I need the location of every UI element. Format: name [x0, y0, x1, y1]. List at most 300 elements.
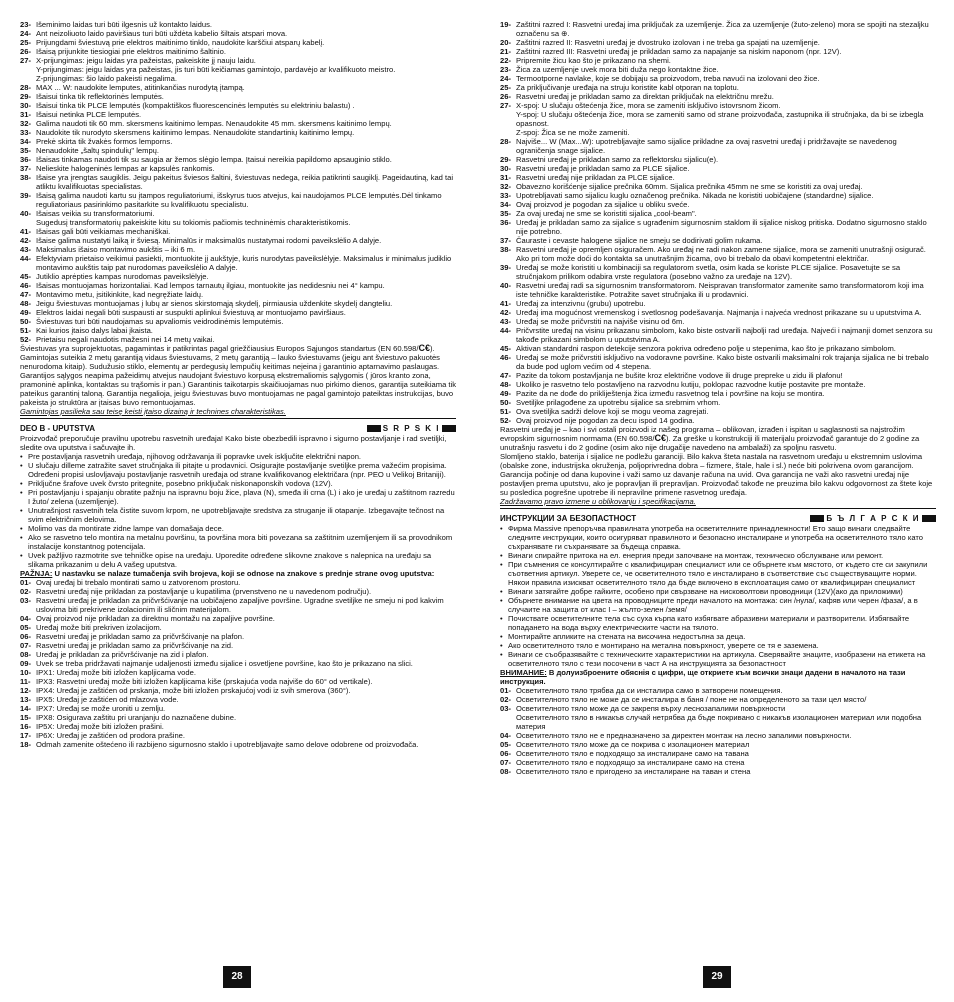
- list-item: [500, 200, 936, 209]
- bullet-icon: •: [500, 632, 503, 641]
- list-item: [20, 299, 456, 308]
- bullet-text: Винаги спирайте притока на ел. енергия преди започване на монтаж, техническо обслужване или ремонт.: [508, 551, 884, 560]
- item-text: Осветителното тяло може да се покрива с изолационен материал: [516, 740, 750, 749]
- warning-label: ВНИМАНИЕ:: [500, 668, 547, 677]
- item-text: IPX4: Uređaj je zaštićen od prskanja, može biti izložen prskajućoj vodi iz svih smerova (360°).: [36, 686, 351, 695]
- item-number: 02-: [20, 587, 31, 596]
- item-text: Осветителното тяло е пригодено за инсталиране на таван и стена: [516, 767, 751, 776]
- item-text: Ovaj proizvod je pogodan za sijalice u obliku sveće.: [516, 200, 690, 209]
- divider: [20, 418, 456, 419]
- item-text: Jeigu šviestuvas montuojamas į lubų ar sienos skirstomąją skydelį, pirmiausia uždenkite skydelį dangteliu.: [36, 299, 393, 308]
- item-text: Termootporne navlake, koje se dobijaju sa proizvodom, treba navući na izolovani deo žice.: [516, 74, 820, 83]
- item-text: Осветителното тяло не може да се инсталира в баня / поне не на определеното за тази цел място/: [516, 695, 867, 704]
- item-number: 08-: [20, 650, 31, 659]
- bullet-text: Обърнете внимание на цвета на проводниците преди началото на монтажа: син /нула/, кафяв или черен /фаза/, а в случаите на защита от клас I – жълто-зелен /земя/: [508, 596, 918, 614]
- item-text: Pazite da tokom postavljanja ne bušite kroz električne vodove ili druge prepreke u zidu ili plafonu!: [516, 371, 843, 380]
- item-number: 25-: [20, 38, 31, 47]
- section-title: ИНСТРУКЦИИ ЗА БЕЗОПАСТНОСТ: [500, 514, 637, 523]
- item-number: 27-: [500, 101, 511, 110]
- item-number: 23-: [500, 65, 511, 74]
- bullet-item: [20, 524, 456, 533]
- list-item: [500, 209, 936, 218]
- item-number: 18-: [20, 740, 31, 749]
- item-text: Jutiklio aprėpties kampas nurodomas paveikslėlyje.: [36, 272, 209, 281]
- item-number: 03-: [500, 704, 511, 713]
- item-number: 37-: [500, 236, 511, 245]
- list-item: [20, 29, 456, 38]
- list-item: [500, 344, 936, 353]
- item-text: Išaisą galima naudoti kartu su įtampos reguliatoriumi, išskyrus tuos atvejus, kai naudojamos PLCE lemputės.Dėl tinkamo reguliatoriaus pasirinkimo pasitarkite su kvalifikuotu specialistu.: [36, 191, 442, 209]
- item-text: Prietaisu negali naudotis mažesni nei 14 metų vaikai.: [36, 335, 215, 344]
- item-number: 52-: [20, 335, 31, 344]
- item-number: 38-: [500, 245, 511, 254]
- item-text: Zaštitni razred II: Rasvetni uređaj je dvostruko izolovan i ne treba ga spajati na uzemljenje.: [516, 38, 820, 47]
- list-item: [500, 218, 936, 236]
- item-number: 05-: [20, 623, 31, 632]
- list-item: [20, 335, 456, 344]
- bullet-text: Ако осветителното тяло е монтирано на метална повърхност, уверете се тя е заземена.: [508, 641, 819, 650]
- item-text: Išaisas montuojamas horizontaliai. Kad lempos tarnautų ilgiau, montuokite jas nedidesniu nei 4° kampu.: [36, 281, 385, 290]
- item-number: 20-: [500, 38, 511, 47]
- item-number: 01-: [20, 578, 31, 587]
- item-text: Ovaj proizvod nije pogodan za decu ispod 14 godina.: [516, 416, 695, 425]
- list-item: [500, 317, 936, 326]
- item-number: 33-: [500, 191, 511, 200]
- header-bar-right: [442, 425, 456, 432]
- item-number: 47-: [500, 371, 511, 380]
- bullet-text: Фирма Massive препоръчва правилната употреба на осветителните принадлежности! Ето защо винаги следвайте следните инструкции, които осигуряват правилното и безопасно инсталиране и употреба на осветителното тяло като съхранявате ги съхранявате за бъдеща справка.: [508, 524, 923, 551]
- item-number: 45-: [20, 272, 31, 281]
- list-item: [20, 254, 456, 272]
- item-text: IPX3: Rasvetni uređaj može biti izložen kapljicama kiše (prskajuća voda najviše do 60° od vertikale).: [36, 677, 373, 686]
- bullet-icon: •: [500, 560, 503, 569]
- bullet-icon: •: [500, 551, 503, 560]
- bullet-text: При съмнения се консултирайте с квалифициран специалист или се обърнете към мястото, от където сте си закупили съответния артикул. Уверете се, че осветителното тяло е инсталирано в съответствие със съществуващите норми. Някои правила изискват осветителното тяло да бъде включено в експлоатация само от квалифициран специалист: [508, 560, 928, 587]
- item-text: Rasvetni uređaj nije prikladan za PLCE sijalice.: [516, 173, 675, 182]
- list-item: [20, 191, 456, 209]
- list-item: [500, 695, 936, 704]
- item-text: Ukoliko je rasvetno telo postavljeno na razvodnu kutiju, poklopac razvodne kutije postavite pre montaže.: [516, 380, 866, 389]
- bullet-icon: •: [20, 452, 23, 461]
- item-number: 39-: [20, 191, 31, 200]
- item-text: Upotrebljavati samo sijalicu kuglu označenog prečnika. Nikada ne koristiti uobičajene (standardne) sijalice.: [516, 191, 874, 200]
- list-item: [20, 623, 456, 632]
- list-item: [20, 677, 456, 686]
- bullet-text: Uvek pažljivo razmotrite sve tehničke opise na uređaju. Uporedite određene slikovne znakove s nalepnica na uređaju sa slikama prikazanim u delu A vašeg uputstva.: [28, 551, 432, 569]
- list-item: [20, 686, 456, 695]
- list-item: [20, 317, 456, 326]
- item-number: 07-: [500, 758, 511, 767]
- list-item: [500, 758, 936, 767]
- item-text: MAX ... W: naudokite lemputes, atitinkančias nurodytą įtampą.: [36, 83, 245, 92]
- list-item: [500, 137, 936, 155]
- language-label: S R P S K I: [382, 424, 440, 433]
- item-number: 06-: [20, 632, 31, 641]
- list-item: [20, 128, 456, 137]
- list-item: [500, 326, 936, 344]
- item-number: 16-: [20, 722, 31, 731]
- header-bar-left: [810, 515, 824, 522]
- item-text: Pazite da ne dođe do prikliještenja žica između rasvetnog tela i površine na koju se montira.: [516, 389, 825, 398]
- warranty-text-part2: ). Gamintojas suteikia 2 metų garantiją vidaus šviestuvams, 2 metų garantiją – lauko šviestuvams (jeigu ant šviestuvo pakuotės nenurodoma kitaip). Sudužusio stiklo, elementų ar perdegusių lempučių keitimas neįeina į garantinio aptarnavimo paslaugas. Garantijos sąlygos neapima pažeidimų atvejus naudojant šviestuvo korpusą ekstremaliomis sąlygomis ( jūros kranto zona, pramoninė aplinka, kontaktas su trąšomis ir pan.) Garantinis taikotarpis skaičiuojamas nuo pirkimo dienos, garantija suteikiama tik pateikus garantinį taloną. Garantija negalioja, jeigu šviestuvas buvo montuojamas ne pagal gamintojo pateiktas instrukcijas, buvo pakeista jo struktūra ar įtaisas buvo remontuojamas.: [20, 344, 456, 407]
- item-text: Rasvetni uređaj je prikladan samo za direktan priključak na električnu mrežu.: [516, 92, 774, 101]
- item-number: 26-: [20, 47, 31, 56]
- list-item: [500, 416, 936, 425]
- bullet-text: Винаги се съобразявайте с техническите характеристики на артикула. Сверявайте знаците, изобразени на етикета на осветителното тяло с тези посочени в част А на инструкцията за безопастност: [508, 650, 926, 668]
- item-number: 17-: [20, 731, 31, 740]
- item-text: Išaisui tinka tik PLCE lemputės (kompaktiškos fluorescencinės lemputės su elektriniu balastu) .: [36, 101, 355, 110]
- serbian-bullet-list: [20, 452, 456, 569]
- item-number: 24-: [500, 74, 511, 83]
- item-text: IP6X: Uređaj je zaštićen od prodora prašine.: [36, 731, 186, 740]
- item-text: Šviestuvas turi būti naudojamas su apvaliomis veidrodinėmis lemputėmis.: [36, 317, 284, 326]
- item-number: 36-: [20, 155, 31, 164]
- item-text: Rasvetni uređaj nije prikladan za postavljanje u kupatilima (prvenstveno ne u navedenom području).: [36, 587, 372, 596]
- bullet-item: [20, 506, 456, 524]
- bullet-icon: •: [20, 479, 23, 488]
- item-text: Uređaj je prikladan za pričvršćivanje na zid i plafon.: [36, 650, 209, 659]
- item-text: Odmah zamenite oštećeno ili razbijeno sigurnosno staklo i upotrebljavajte samo delove odobrene od proizvođača.: [36, 740, 419, 749]
- bullet-text: Molimo vas da montirate zidne lampe van domašaja dece.: [28, 524, 224, 533]
- item-text: Rasvetni uređaj je prikladan samo za pričvršćivanje na plafon.: [36, 632, 245, 641]
- list-item: [500, 155, 936, 164]
- list-item: [500, 731, 936, 740]
- bullet-icon: •: [20, 524, 23, 533]
- item-text: Осветителното тяло е подходящо за инсталиране само на стена: [516, 758, 745, 767]
- item-number: 15-: [20, 713, 31, 722]
- serbian-warranty-paragraph: [500, 425, 936, 452]
- item-text: Rasvetni uređaj radi sa sigurnosnim transformatorom. Neispravan transformator zamenite samo transformatorom koji ima iste tehničke karakteristike. Potražite savet stručnjaka ili u prodavnici.: [516, 281, 924, 299]
- item-text: Ova svetiljka sadrži delove koji se mogu veoma zagrejati.: [516, 407, 709, 416]
- bulgarian-section-header: [500, 514, 936, 523]
- bullet-text: Почиствате осветителните тела със суха кърпа като избягвате абразивни материали и разтворители. Избягвайте попадането на вода върху електрическите части на тялото.: [508, 614, 910, 632]
- list-item: [500, 173, 936, 182]
- item-text: Uređaj se može pričvrstiti isključivo na vodoravne površine. Kako biste ostvarili maksimalni rok trajanja sijalica ne bi trebalo da bude pod uglom većim od 4 stepena.: [516, 353, 929, 371]
- list-item: [500, 164, 936, 173]
- item-number: 52-: [500, 416, 511, 425]
- item-text: IPX1: Uređaj može biti izložen kapljicama vode.: [36, 668, 196, 677]
- item-text: Осветителното тяло не е предназначено за директен монтаж на лесно запалими повърхности.: [516, 731, 852, 740]
- right-page: [500, 20, 936, 776]
- bullet-item: [500, 650, 936, 668]
- bulgarian-bullet-list: [500, 524, 936, 668]
- list-item: [20, 119, 456, 128]
- item-number: 33-: [20, 128, 31, 137]
- item-number: 47-: [20, 290, 31, 299]
- list-item: [20, 668, 456, 677]
- list-item: [500, 38, 936, 47]
- item-number: 28-: [20, 83, 31, 92]
- list-item: [20, 308, 456, 317]
- bullet-item: [500, 524, 936, 551]
- item-text: Aktivan standardni raspon detekcije senzora pokriva određeno polje u stepenima, kao što je prikazano simbolom.: [516, 344, 896, 353]
- bullet-icon: •: [20, 488, 23, 497]
- list-item: [20, 83, 456, 92]
- bullet-text: Pri postavljanju i spajanju obratite pažnju na ispravnu boju žice, plava (N), smeđa ili crna (L) i ako je uređaj u zaštitnom razredu I žuto/ zelena (uzemljenje).: [28, 488, 455, 506]
- item-text: Rasvetni uređaj je opremljen osiguračem. Ako uređaj ne radi nakon zamene sijalice, mora se zameniti unutrašnji osigurač. Ako pri tom može doći do kontakta sa unutrašnjim žicama, ovo bi trebalo da obavi kompetentni električar.: [516, 245, 926, 263]
- list-item: [20, 92, 456, 101]
- list-item: [500, 380, 936, 389]
- item-number: 13-: [20, 695, 31, 704]
- item-number: 40-: [500, 281, 511, 290]
- bullet-icon: •: [20, 506, 23, 515]
- item-text: Uređaj se može koristiti u kombinaciji sa regulatorom svetla, osim kada se koriste PLCE sijalice. Posavetujte se sa stručnjakom prilikom odabira vrste regulatora (posebno važno za uređaje na 12V).: [516, 263, 901, 281]
- item-number: 41-: [20, 227, 31, 236]
- header-bar-right: [922, 515, 936, 522]
- list-item: [20, 173, 456, 191]
- warning-label: PAŽNJA:: [20, 569, 53, 578]
- list-item: [500, 767, 936, 776]
- page-number-left: 28: [223, 966, 251, 988]
- bulgarian-items-list: [500, 686, 936, 776]
- item-text: IPX5: Uređaj je zaštićen od mlazova vode.: [36, 695, 179, 704]
- ce-mark-icon: C€: [418, 343, 430, 353]
- list-item: [20, 245, 456, 254]
- item-number: 42-: [20, 236, 31, 245]
- item-text: Išaisui tinka tik reflektorinės lemputės.: [36, 92, 164, 101]
- item-text: IPX8: Osigurava zaštitu pri uranjanju do naznačene dubine.: [36, 713, 237, 722]
- bullet-item: [20, 533, 456, 551]
- warranty-text-part1: Rasvetni uređaj je – kao i svi ostali proizvodi iz našeg programa – oblikovan, izrađen i ispitan u saglasnosti sa najstrožim evropskim sigurnosnim normama (EN 60.598/: [500, 425, 905, 443]
- item-number: 08-: [500, 767, 511, 776]
- list-item: [500, 263, 936, 281]
- list-item: [20, 641, 456, 650]
- item-number: 43-: [20, 245, 31, 254]
- bullet-text: Монтирайте апликите на стената на височина недостъпна за деца.: [508, 632, 746, 641]
- bullet-icon: •: [500, 614, 503, 623]
- bullet-text: Unutrašnjost rasvetnih tela čistite suvom krpom, ne upotrebljavajte sredstva za struganje ili otapanje. Izbegavajte tečnost na svim električnim delovima.: [28, 506, 445, 524]
- list-item: [20, 236, 456, 245]
- item-number: 28-: [500, 137, 511, 146]
- list-item: [20, 326, 456, 335]
- item-number: 21-: [500, 47, 511, 56]
- bullet-text: Pre postavljanja rasvetnih uređaja, njihovog održavanja ili popravke uvek isključite električni napon.: [28, 452, 362, 461]
- bullet-text: Priključne šrafove uvek čvrsto pritegnite, posebno priključak niskonaponskih vodova (12V).: [28, 479, 333, 488]
- item-number: 49-: [20, 308, 31, 317]
- item-number: 51-: [20, 326, 31, 335]
- item-text: Išaisas veikia su transformatoriumi. Sugedusį transformatorių pakeiskite kitu su tokiomis pačiomis techninėmis charakteristikomis.: [36, 209, 351, 227]
- list-item: [500, 92, 936, 101]
- bullet-icon: •: [500, 650, 503, 659]
- bulgarian-warning: [500, 668, 936, 686]
- item-number: 39-: [500, 263, 511, 272]
- serbian-items-list: [20, 578, 456, 749]
- header-bar-left: [367, 425, 381, 432]
- ce-mark-icon: C€: [654, 433, 666, 443]
- bullet-icon: •: [20, 551, 23, 560]
- list-item: [500, 182, 936, 191]
- list-item: [20, 632, 456, 641]
- item-text: Uređaj za intenzivnu (grubu) upotrebu.: [516, 299, 646, 308]
- item-text: Rasvetni uređaj je prikladan za pričvršćivanje na uobičajeno zapaljive površine. Ugradne svetiljke ne smeju ni pod kakvim uslovima biti prekrivene izolacionim ili sličnim materijalom.: [36, 596, 444, 614]
- item-number: 12-: [20, 686, 31, 695]
- item-number: 34-: [20, 137, 31, 146]
- item-text: Efektyviam prietaiso veikimui pasiekti, montuokite jį aukštyje, kuris nurodytas paveikslėlyje. Maksimalus ir minimalus judiklio montavimo aukštis taip pat nurodomas paveikslėlio A dalyje.: [36, 254, 452, 272]
- item-text: Išaisą prijunkite tiesiogiai prie elektros maitinimo šaltinio.: [36, 47, 226, 56]
- item-text: Svetiljke prilagođene za upotrebu sijalice sa srebrnim vrhom.: [516, 398, 721, 407]
- item-number: 40-: [20, 209, 31, 218]
- list-item: [20, 578, 456, 587]
- item-number: 29-: [500, 155, 511, 164]
- list-item: [20, 695, 456, 704]
- list-item: [20, 614, 456, 623]
- bullet-text: Ako se rasvetno telo montira na metalnu površinu, ta površina mora biti povezana sa zaštitnim uzemljenjem ili sa provodnikom instalacije konstantnog potencijala.: [28, 533, 453, 551]
- divider: [500, 508, 936, 509]
- list-item: [500, 308, 936, 317]
- list-item: [20, 650, 456, 659]
- item-text: Осветителното тяло може да се закрепя върху леснозапалими повърхности Осветителното тяло в никакъв случай нетрябва да бъде покривано с никакъв изолационен материал или подобна материя: [516, 704, 922, 731]
- item-text: Nelieskite halogeninės lempas ar kapsulės rankomis.: [36, 164, 215, 173]
- list-item: [500, 740, 936, 749]
- item-text: Осветителното тяло е подходящо за инсталиране само на тавана: [516, 749, 749, 758]
- item-number: 36-: [500, 218, 511, 227]
- item-number: 42-: [500, 308, 511, 317]
- item-number: 51-: [500, 407, 511, 416]
- language-label: Б Ъ Л Г А Р С К И: [826, 514, 920, 523]
- list-item: [20, 587, 456, 596]
- item-text: X-prijungimas: jeigu laidas yra pažeistas, pakeiskite jį nauju laidu. Y-prijungimas: jeigu laidas yra pažeistas, jis turi būti keičiamas gamintojo, pardavėjo ar kvalifikuoto meistro. Z-prijungimas: šio laido pakeisti negalima.: [36, 56, 396, 83]
- list-item: [20, 20, 456, 29]
- list-item: [20, 713, 456, 722]
- item-text: Pripremite žicu kao što je prikazano na shemi.: [516, 56, 671, 65]
- list-item: [20, 281, 456, 290]
- item-number: 32-: [20, 119, 31, 128]
- list-item: [500, 56, 936, 65]
- list-item: [500, 83, 936, 92]
- item-number: 06-: [500, 749, 511, 758]
- warranty-text-part2: ). Za greške u konstrukciji ili materijalu proizvođač garantuje do 2 godine za unutrašnju rasvetu i do 2 godine (osim ako nije drugačije navedeno na ambalaži) za spoljnu rasvetu.: [500, 434, 920, 452]
- item-text: Zaštitni razred III: Rasvetni uređaj je prikladan samo za napajanje sa niskim naponom (npr. 12V).: [516, 47, 842, 56]
- item-text: X-spoj: U slučaju oštećenja žice, mora se zameniti isključivo istovrsnom žicom. Y-spoj: U slučaju oštećenja žice, mora se zameniti samo od strane proizvođača, zastupnika ili stručnjaka, da bi se izbegla opasnost. Z-spoj: Žica se ne može zameniti.: [516, 101, 924, 137]
- item-number: 09-: [20, 659, 31, 668]
- item-text: IP5X: Uređaj može biti izložen prašini.: [36, 722, 164, 731]
- page-number-right: 29: [703, 966, 731, 988]
- item-number: 50-: [20, 317, 31, 326]
- item-number: 37-: [20, 164, 31, 173]
- bullet-icon: •: [500, 596, 503, 605]
- bullet-item: [20, 488, 456, 506]
- item-number: 03-: [20, 596, 31, 605]
- list-item: [500, 686, 936, 695]
- item-text: Осветителното тяло трябва да си инсталира само в затворени помещения.: [516, 686, 783, 695]
- item-text: Žica za uzemljenje uvek mora biti duža nego kontaktne žice.: [516, 65, 719, 74]
- item-text: Išeminimo laidas turi būti ilgesnis už kontakto laidus.: [36, 20, 213, 29]
- warranty-text-part1: Šviestuvas yra suprojektuotas, pagamintas ir patikrintas pagal griežčiausius Europos Sąjungos standartus (EN 60.598/: [20, 344, 419, 353]
- lithuanian-warranty-paragraph: [20, 344, 456, 407]
- item-number: 23-: [20, 20, 31, 29]
- list-item: [20, 227, 456, 236]
- warning-text: U nastavku se nalaze tumačenja svih brojeva, koji se odnose na znakove s prednje strane ovog uputstva:: [52, 569, 435, 578]
- item-text: Išaisas tinkamas naudoti tik su saugia ar žemos slėgio lempa. Įtaisui nereikia papildomo apsauginio stiklo.: [36, 155, 392, 164]
- item-number: 25-: [500, 83, 511, 92]
- item-text: Uređaj ima mogućnost vremenskog i svetlosnog podešavanja. Najmanja i najveća vrednost prikazane su u uputstvima A.: [516, 308, 922, 317]
- list-item: [20, 110, 456, 119]
- item-number: 38-: [20, 173, 31, 182]
- list-item: [500, 353, 936, 371]
- item-number: 50-: [500, 398, 511, 407]
- item-number: 48-: [20, 299, 31, 308]
- bullet-item: [500, 596, 936, 614]
- item-number: 35-: [20, 146, 31, 155]
- list-item: [500, 245, 936, 263]
- item-number: 49-: [500, 389, 511, 398]
- list-item: [500, 236, 936, 245]
- list-item: [20, 290, 456, 299]
- item-text: Prekė skirta tik žvakės formos lemporns.: [36, 137, 173, 146]
- item-text: Kai kurios įtaiso dalys labai įkaista.: [36, 326, 153, 335]
- serbian-note: Zadržavamo pravo izmene u oblikovanju i specifikacijama.: [500, 497, 696, 506]
- list-item: [500, 47, 936, 56]
- bullet-item: [500, 632, 936, 641]
- section-title: DEO B - UPUTSTVA: [20, 424, 95, 433]
- serbian-items-list-continued: [500, 20, 936, 425]
- item-text: Obavezno korišćenje sijalice prečnika 60mm. Sijalica prečnika 45mm ne sme se koristiti za ovaj uređaj.: [516, 182, 863, 191]
- item-number: 31-: [500, 173, 511, 182]
- bullet-item: [20, 461, 456, 479]
- list-item: [20, 740, 456, 749]
- bullet-icon: •: [500, 524, 503, 533]
- bullet-item: [20, 551, 456, 569]
- item-number: 11-: [20, 677, 31, 686]
- bullet-item: [500, 641, 936, 650]
- item-number: 46-: [20, 281, 31, 290]
- item-number: 35-: [500, 209, 511, 218]
- list-item: [500, 749, 936, 758]
- list-item: [20, 164, 456, 173]
- item-text: Uređaj se može pričvrstiti na najviše visinu od 6m.: [516, 317, 685, 326]
- item-text: Rasvetni uređaj je prikladan samo za pričvršćivanje na zid.: [36, 641, 234, 650]
- item-number: 04-: [500, 731, 511, 740]
- bullet-item: [500, 614, 936, 632]
- serbian-intro: Proizvođač preporučuje pravilnu upotrebu rasvetnih uređaja! Kako biste obezbedili ispravno i sigurno postavljanje i rad svetiljki, sledite ova uputstva i sačuvajte ih.: [20, 434, 447, 452]
- list-item: [20, 659, 456, 668]
- serbian-warning: [20, 569, 456, 578]
- bullet-item: [500, 587, 936, 596]
- list-item: [20, 56, 456, 83]
- item-number: 27-: [20, 56, 31, 65]
- item-text: Ant neizoliuoto laido paviršiaus turi būti uždėta kabelio šiltais atspari mova.: [36, 29, 288, 38]
- item-number: 04-: [20, 614, 31, 623]
- item-text: IPX7: Uređaj se može uroniti u zemlju.: [36, 704, 166, 713]
- item-number: 01-: [500, 686, 511, 695]
- list-item: [500, 20, 936, 38]
- item-number: 34-: [500, 200, 511, 209]
- item-number: 22-: [500, 56, 511, 65]
- item-number: 46-: [500, 353, 511, 362]
- list-item: [20, 47, 456, 56]
- list-item: [500, 101, 936, 137]
- item-text: Naudokite tik nurodyto skersmens kaitinimo lempas. Nenaudokite standartinių kaitinimo lempų.: [36, 128, 355, 137]
- item-number: 10-: [20, 668, 31, 677]
- item-text: Za ovaj uređaj ne sme se koristiti sijalica „cool-beam".: [516, 209, 697, 218]
- item-text: Zaštitni razred I: Rasvetni uređaj ima priključak za uzemljenje. Žica za uzemljenje (žuto-zeleno) mora se spojiti na stezaljku označenu sa ⊕.: [516, 20, 929, 38]
- list-item: [20, 137, 456, 146]
- list-item: [500, 398, 936, 407]
- bullet-icon: •: [20, 461, 23, 470]
- list-item: [500, 389, 936, 398]
- item-number: 45-: [500, 344, 511, 353]
- item-number: 19-: [500, 20, 511, 29]
- bullet-icon: •: [500, 587, 503, 596]
- list-item: [500, 704, 936, 731]
- item-number: 44-: [500, 326, 511, 335]
- list-item: [20, 101, 456, 110]
- list-item: [500, 74, 936, 83]
- item-number: 30-: [500, 164, 511, 173]
- list-item: [500, 407, 936, 416]
- item-text: Išaise yra įrengtas saugiklis. Jeigu pakeitus šviesos šaltini, šviestuvas nedega, reikia patikrinti saugiklį. Pageidautiną, kad tai atliktu kvalifikuotas specialistas.: [36, 173, 454, 191]
- bullet-icon: •: [500, 641, 503, 650]
